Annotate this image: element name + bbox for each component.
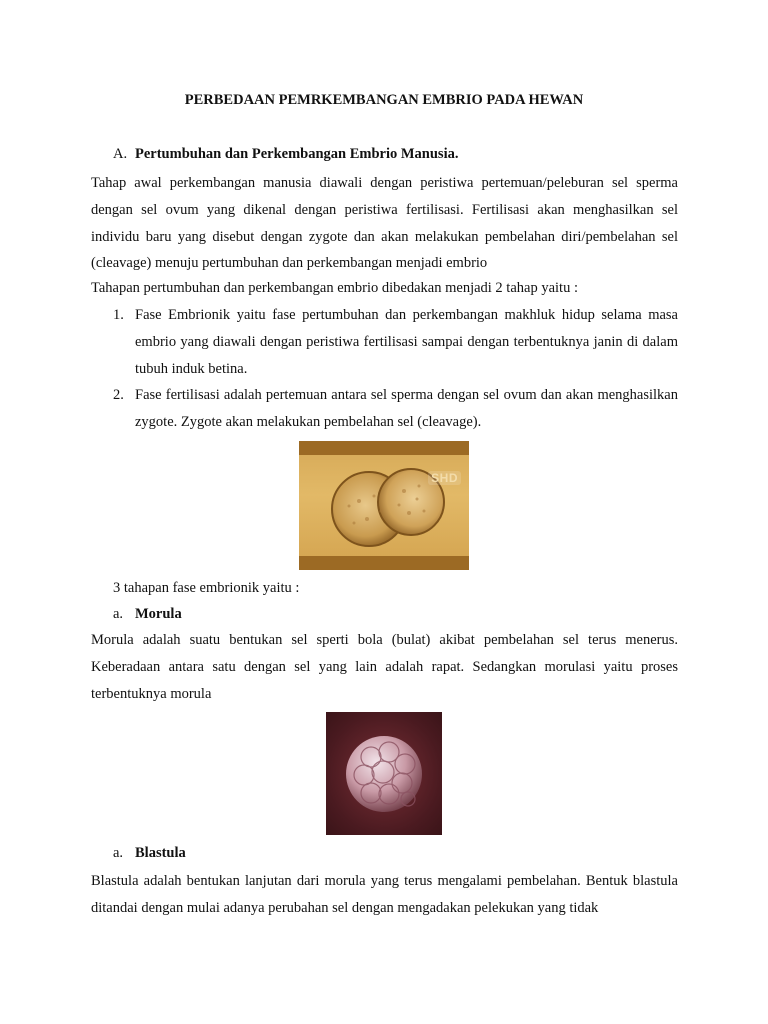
paragraph-stages-intro: Tahapan pertumbuhan dan perkembangan embrio dibedakan menjadi 2 tahap yaitu : (91, 280, 578, 296)
zygote-cells-illustration (299, 441, 469, 570)
morula-label: a. (113, 606, 124, 622)
section-a-heading (113, 146, 458, 163)
morula-heading (113, 606, 182, 623)
list-item-text: Fase fertilisasi adalah pertemuan antara sel sperma dengan sel ovum dan akan menghasilkan zygote. Zygote akan melakukan pembelahan sel (cleavage). (135, 387, 678, 431)
page-title: PERBEDAAN PEMRKEMBANGAN EMBRIO PADA HEWAN (184, 92, 584, 108)
list-item (113, 382, 678, 436)
stages-list (113, 302, 678, 436)
list-item-number: 2. (113, 387, 124, 404)
list-item-number: 1. (113, 307, 124, 323)
list-item (113, 302, 678, 382)
section-a-title: Pertumbuhan dan Perkembangan Embrio Manusia. (135, 146, 459, 162)
morula-image (326, 712, 442, 835)
list-item-text: Fase Embrionik yaitu fase pertumbuhan dan perkembangan makhluk hidup selama masa embrio yang diawali dengan peristiwa fertilisasi sampai dengan terbentuknya janin di dalam tubuh induk betina. (135, 307, 678, 377)
section-a-label: A. (113, 146, 128, 162)
morula-illustration (326, 712, 442, 835)
image-watermark: SHD (428, 471, 461, 485)
paragraph-blastula: Blastula adalah bentukan lanjutan dari morula yang terus mengalami pembelahan. Bentuk blastula ditandai dengan mulai adanya perubahan sel dengan mengadakan pelekukan yang tidak (91, 873, 678, 916)
zygote-cleavage-image (299, 441, 469, 570)
blastula-title: Blastula (135, 845, 186, 861)
paragraph-fertilization: Tahap awal perkembangan manusia diawali dengan peristiwa pertemuan/peleburan sel sperma dengan sel ovum yang dikenal dengan peristiwa fertilisasi. Fertilisasi akan menghasilkan sel individu baru yang disebut dengan zygote dan akan melakukan pembelahan diri/pembelahan sel (cleavage) menuju pertumbuhan dan perkembangan menjadi embrio (91, 175, 678, 272)
morula-title: Morula (135, 606, 182, 622)
blastula-heading (113, 845, 186, 862)
paragraph-morula: Morula adalah suatu bentukan sel sperti bola (bulat) akibat pembelahan sel terus menerus. Keberadaan antara satu dengan sel yang lain adalah rapat. Sedangkan morulasi yaitu proses terbentuknya morula (91, 632, 678, 702)
blastula-label: a. (113, 845, 124, 861)
paragraph-embryonic-stages: 3 tahapan fase embrionik yaitu : (113, 580, 300, 596)
